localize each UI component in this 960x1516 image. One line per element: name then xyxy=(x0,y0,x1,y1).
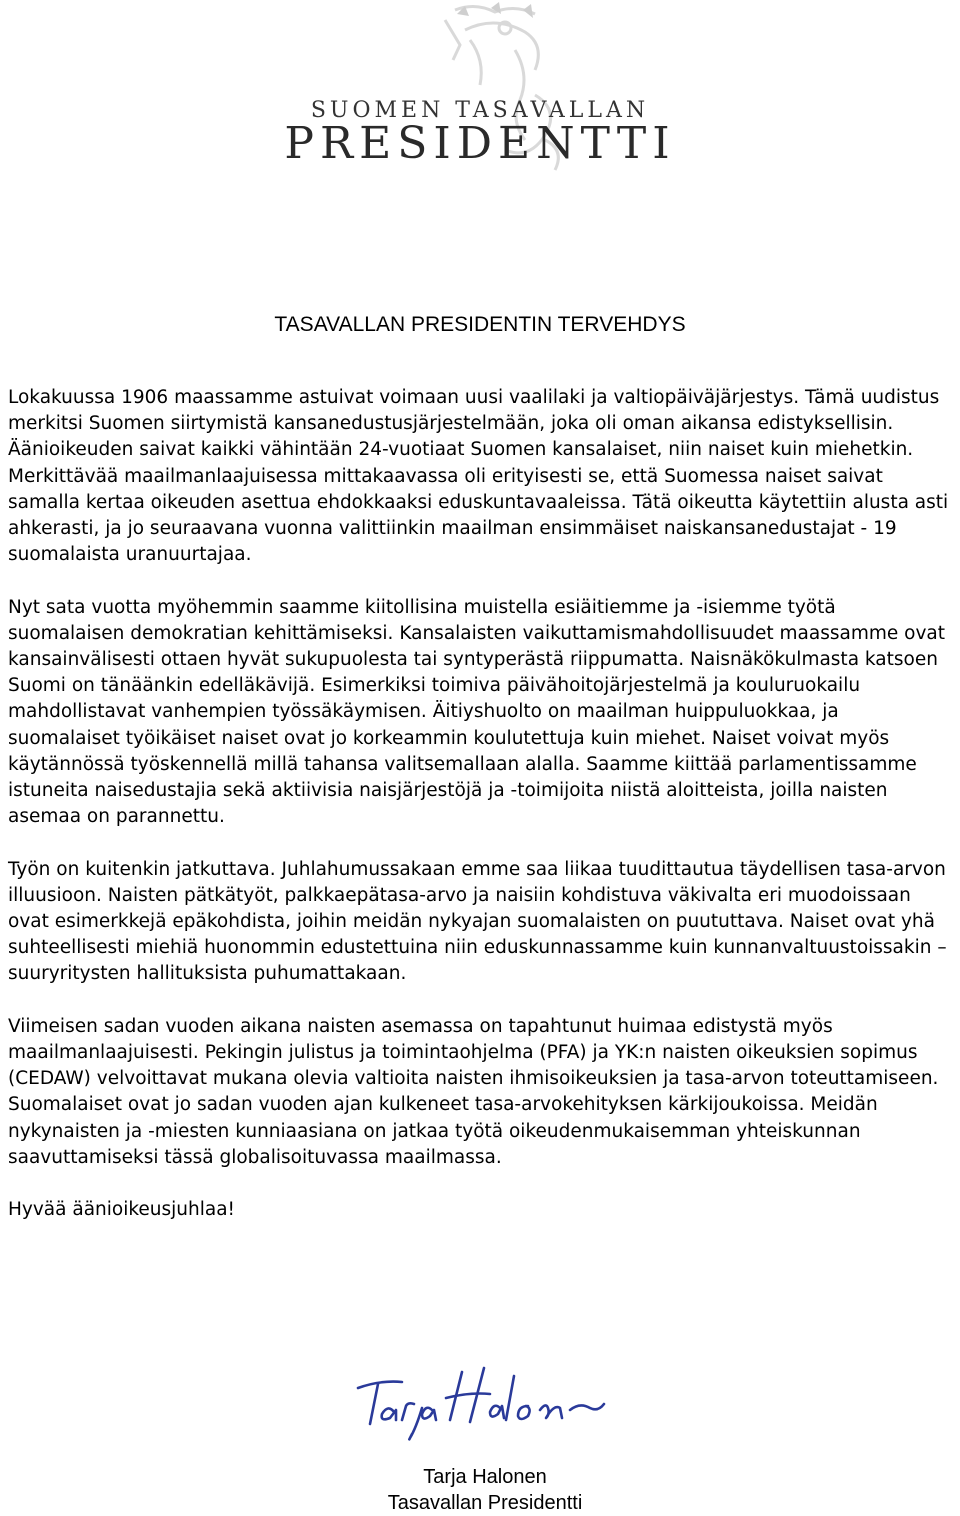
paragraph: Lokakuussa 1906 maassamme astuivat voimaan uusi vaalilaki ja valtiopäiväjärjestys. Tämä uudistus merkitsi Suomen siirtymistä kansanedustusjärjestelmään, joka oli oman aikansa edistyksellisin. Äänioikeuden saivat kaikki vähintään 24-vuotiaat Suomen kansalaiset, niin naiset kuin miehetkin. Merkittävää maailmanlaajuisessa mittakaavassa oli erityisesti se, että Suomessa naiset saivat samalla kertaa oikeuden asettua ehdokkaaksi eduskuntavaaleissa. Tätä oikeutta käytettiin alusta asti ahkerasti, ja jo seuraavana vuonna valittiinkin maailman ensimmäiset naiskansanedustajat - 19 suomalaista uranuurtajaa. xyxy=(8,387,949,566)
letter-body xyxy=(8,385,953,1250)
signer-title: Tasavallan Presidentti xyxy=(387,1492,583,1514)
letterhead xyxy=(0,0,960,175)
org-name-line2: PRESIDENTTI xyxy=(284,118,676,169)
handwritten-signature xyxy=(350,1362,610,1442)
signer-name: Tarja Halonen xyxy=(423,1466,547,1488)
org-name-line1: SUOMEN TASAVALLAN xyxy=(310,98,650,123)
paragraph: Työn on kuitenkin jatkuttava. Juhlahumussakaan emme saa liikaa tuudittautua täydellisen tasa-arvon illuusioon. Naisten pätkätyöt, palkkaepätasa-arvo ja naisiin kohdistuva väkivalta eri muodoissaan ovat esimerkkejä epäkohdista, joihin meidän nykyajan suomalaisten on puututtava. Naiset ovat yhä suhteellisesti miehiä huonommin edustettuina niin eduskunnassamme kuin kunnanvaltuustoissakin – suuryritysten hallituksista puhumattakaan. xyxy=(8,858,947,985)
closing-greeting: Hyvää äänioikeusjuhlaa! xyxy=(8,1199,235,1221)
letter-heading: TASAVALLAN PRESIDENTIN TERVEHDYS xyxy=(274,313,686,336)
paragraph: Viimeisen sadan vuoden aikana naisten asemassa on tapahtunut huimaa edistystä myös maailmanlaajuisesti. Pekingin julistus ja toimintaohjelma (PFA) ja YK:n naisten oikeuksien sopimus (CEDAW) velvoittavat mukana olevia valtioita naisten ihmisoikeuksien ja tasa-arvon toteuttamiseen. Suomalaiset ovat jo sadan vuoden ajan kulkeneet tasa-arvokehityksen kärkijoukoissa. Meidän nykynaisten ja -miesten kunniaasiana on jatkaa työtä oikeudenmukaisemman yhteiskunnan saavuttamiseksi tässä globalisoituvassa maailmassa. xyxy=(8,1015,939,1168)
paragraph: Nyt sata vuotta myöhemmin saamme kiitollisina muistella esiäitiemme ja -isiemme työtä suomalaisen demokratian kehittämiseksi. Kansalaisten vaikuttamismahdollisuudet maassamme ovat kansainvälisesti ottaen hyvät sukupuolesta tai syntyperästä riippumatta. Naisnäkökulmasta katsoen Suomi on tänäänkin edelläkävijä. Esimerkiksi toimiva päivähoitojärjestelmä ja kouluruokailu mahdollistavat vanhempien työssäkäymisen. Äitiyshuolto on maailman huippuluokkaa, ja suomalaiset työikäiset naiset ovat jo korkeammin koulutettuja kuin miehet. Naiset voivat myös käytännössä työskennellä millä tahansa valitsemallaan alalla. Saamme kiittää parlamentissamme istuneita naisedustajia sekä aktiivisia naisjärjestöjä ja -toimijoita niistä aloitteista, joilla naisten asemaa on parannettu. xyxy=(8,596,945,828)
